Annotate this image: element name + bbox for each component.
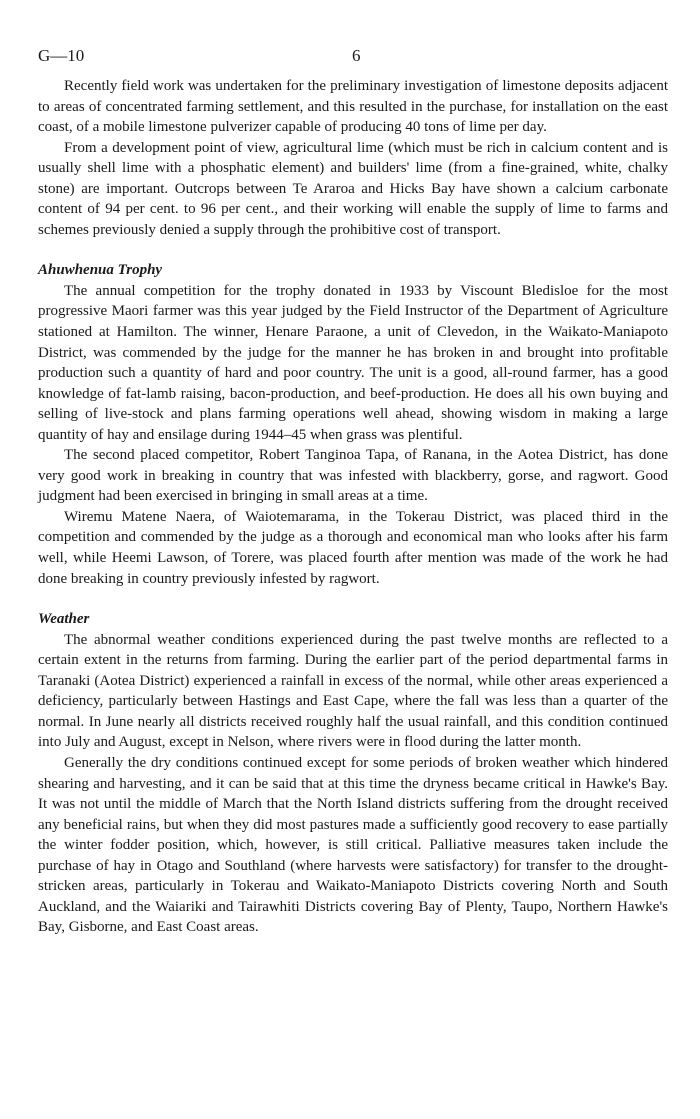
section-heading-weather: Weather: [38, 611, 90, 628]
section-heading-trophy: Ahuwhenua Trophy: [38, 262, 163, 279]
page-number: 6: [352, 46, 361, 65]
paragraph-trophy-winner: The annual competition for the trophy donated in 1933 by Viscount Bledisloe for the most progressive Maori farmer was this year judged by the Field Instructor of the Department of Agriculture stationed at Hamilton. The winner, Henare Paraone, a unit of Clevedon, in the Waikato-Maniapoto District, was commended by the judge for the manner he has broken in and brought into profitable production such a quantity of hard and poor country. The unit is a good, all-round farmer, has a good knowledge of fat-lamb raising, bacon-production, and beef-production. He does all his own buying and selling of live-stock and plans farming operations well ahead, showing wisdom in making a large quantity of hay and ensilage during 1944–45 when grass was plentiful.: [38, 282, 668, 443]
intro-section: [38, 76, 668, 240]
paragraph-trophy-third: Wiremu Matene Naera, of Waiotemarama, in the Tokerau District, was placed third in the competition and commended by the judge as a thorough and economical man who looks after his farm well, while Heemi Lawson, of Torere, was placed fourth after mention was made of the work he had done breaking in country previously infested by ragwort.: [38, 508, 668, 587]
paragraph-weather-drought: Generally the dry conditions continued except for some periods of broken weather which hindered shearing and harvesting, and it can be said that at this time the dryness became critical in Hawke's Bay. It was not until the middle of March that the North Island districts suffering from the drought received any beneficial rains, but when they did most pastures made a sufficiently good recovery to ease partially the winter fodder position, which, however, is still critical. Palliative measures taken include the purchase of hay in Otago and Southland (where harvests were satisfactory) for transfer to the drought-stricken areas, particularly in Tokerau and Waikato-Maniapoto Districts covering North and South Auckland, and the Waiariki and Tairawhiti Districts covering Bay of Plenty, Taupo, Northern Hawke's Bay, Gisborne, and East Coast areas.: [38, 754, 668, 936]
page-header: [38, 46, 668, 76]
weather-section: [38, 609, 668, 938]
trophy-section: [38, 260, 668, 589]
paragraph-trophy-second: The second placed competitor, Robert Tanginoa Tapa, of Ranana, in the Aotea District, has done very good work in breaking in country that was infested with blackberry, gorse, and ragwort. Good judgment had been exercised in bringing in small areas at a time.: [38, 447, 668, 505]
paragraph-weather-rainfall: The abnormal weather conditions experienced during the past twelve months are reflected to a certain extent in the returns from farming. During the earlier part of the period departmental farms in Taranaki (Aotea District) experienced a rainfall in excess of the normal, while other areas experienced a deficiency, particularly between Hastings and East Cape, where the fall was less than a quarter of the normal. In June nearly all districts received roughly half the usual rainfall, and this condition continued into July and August, except in Nelson, where rivers were in flood during the latter month.: [38, 631, 668, 751]
document-code: G—10: [38, 46, 85, 65]
document-page: [38, 46, 668, 938]
paragraph-limestone-pulverizer: Recently field work was undertaken for the preliminary investigation of limestone deposits adjacent to areas of concentrated farming settlement, and this resulted in the purchase, for installation on the east coast, of a mobile limestone pulverizer capable of producing 40 tons of lime per day.: [38, 78, 668, 136]
paragraph-lime-development: From a development point of view, agricultural lime (which must be rich in calcium content and is usually shell lime with a phosphatic element) and builders' lime (from a fine-grained, white, chalky stone) are important. Outcrops between Te Araroa and Hicks Bay have shown a calcium carbonate content of 94 per cent. to 96 per cent., and their working will enable the supply of lime to farms and schemes previously denied a supply through the prohibitive cost of transport.: [38, 139, 668, 238]
